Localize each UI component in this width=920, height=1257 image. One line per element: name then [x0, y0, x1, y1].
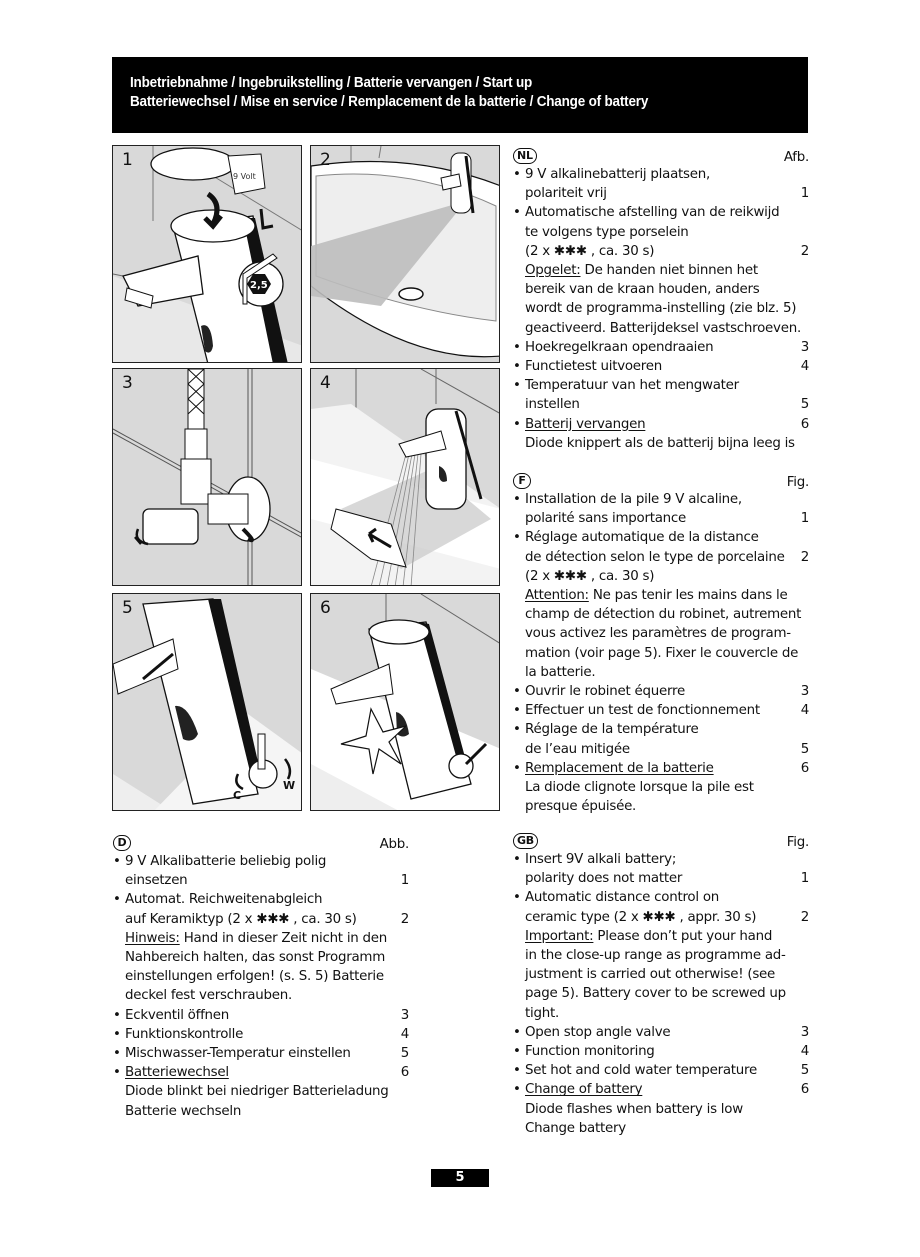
- figure-reference: 5: [800, 1063, 809, 1079]
- line-text: wordt de programma-instelling (zie blz. 5): [525, 301, 797, 317]
- figure-number: 5: [122, 598, 133, 618]
- line-text: einstellungen erfolgen! (s. S. 5) Batterie: [125, 969, 384, 985]
- underlined-label: Remplacement de la batterie: [525, 760, 714, 776]
- instruction-line: [113, 1063, 409, 1082]
- language-badge-d: D: [113, 835, 131, 851]
- instruction-line: [513, 299, 809, 318]
- diode-flash-illustration: [311, 594, 500, 811]
- line-text: polarity does not matter: [525, 871, 683, 887]
- instruction-line: [113, 929, 409, 948]
- instruction-line: [513, 1061, 809, 1080]
- underlined-label: Attention:: [525, 588, 589, 604]
- page-number: 5: [431, 1169, 489, 1187]
- instruction-line: [113, 1102, 409, 1121]
- figure-number: 3: [122, 373, 133, 393]
- instruction-line: [113, 967, 409, 986]
- line-text: (2 x ✱✱✱ , ca. 30 s): [525, 243, 655, 259]
- line-text: la batterie.: [525, 664, 596, 680]
- instruction-line: [513, 797, 809, 816]
- header-title-line-2: Batteriewechsel / Mise en service / Remplacement de la batterie / Change of battery: [130, 94, 649, 110]
- instruction-line: [513, 869, 809, 888]
- figure-reference: 4: [800, 703, 809, 719]
- line-text: Diode blinkt bei niedriger Batterieladung: [125, 1084, 389, 1100]
- figure-column-label: Fig.: [786, 835, 809, 850]
- line-text: Functietest uitvoeren: [525, 359, 662, 375]
- figure-reference: 6: [400, 1065, 409, 1081]
- instruction-line: [513, 242, 809, 261]
- instruction-list: [513, 490, 809, 816]
- instruction-line: [513, 165, 809, 184]
- instruction-line: [513, 261, 809, 280]
- figure-reference: 3: [800, 1024, 809, 1040]
- instruction-line: [513, 965, 809, 984]
- line-text: Installation de la pile 9 V alcaline,: [525, 492, 742, 507]
- underlined-label: Change of battery: [525, 1082, 643, 1098]
- line-text: Automat. Reichweitenabgleich: [125, 892, 323, 908]
- instruction-line: [513, 528, 809, 547]
- instruction-list: [513, 165, 809, 453]
- line-text: Function monitoring: [525, 1044, 655, 1060]
- instruction-line: [513, 434, 809, 453]
- line-text: Diode knippert als de batterij bijna leeg is: [525, 435, 795, 451]
- line-text: Open stop angle valve: [525, 1024, 671, 1040]
- line-text: page 5). Battery cover to be screwed up: [525, 986, 786, 1002]
- line-text: vous activez les paramètres de program-: [525, 626, 791, 642]
- section-header: [513, 146, 809, 165]
- line-text: polariteit vrij: [525, 186, 607, 202]
- line-text: 9 V alkalinebatterij plaatsen,: [525, 167, 710, 182]
- line-text: einsetzen: [125, 873, 188, 889]
- line-text: Diode flashes when battery is low: [525, 1101, 743, 1117]
- instruction-line: [513, 946, 809, 965]
- instruction-line: [113, 1044, 409, 1063]
- instruction-line: [513, 644, 809, 663]
- figure-reference: 5: [800, 397, 809, 413]
- line-text: Ouvrir le robinet équerre: [525, 684, 685, 700]
- header-title-line-1: Inbetriebnahme / Ingebruikstelling / Batterie vervangen / Start up: [130, 75, 533, 91]
- line-text: Mischwasser-Temperatur einstellen: [125, 1046, 351, 1062]
- instruction-line: [513, 624, 809, 643]
- line-text: Eckventil öffnen: [125, 1007, 230, 1023]
- line-text: La diode clignote lorsque la pile est: [525, 780, 754, 796]
- line-text: De handen niet binnen het: [580, 263, 758, 279]
- instruction-line: [513, 184, 809, 203]
- instruction-line: [513, 415, 809, 434]
- line-text: deckel fest verschrauben.: [125, 988, 292, 1004]
- instruction-line: [513, 1042, 809, 1061]
- line-text: Funktionskontrolle: [125, 1026, 244, 1042]
- figure-reference: 3: [800, 339, 809, 355]
- line-text: de détection selon le type de porcelaine: [525, 549, 785, 565]
- instruction-line: [513, 203, 809, 222]
- instruction-line: [513, 605, 809, 624]
- figure-6: [310, 593, 500, 811]
- line-text: ceramic type (2 x ✱✱✱ , appr. 30 s): [525, 909, 757, 925]
- instruction-line: [513, 701, 809, 720]
- instruction-line: [513, 740, 809, 759]
- line-text: Insert 9V alkali battery;: [525, 852, 677, 867]
- line-text: de l’eau mitigée: [525, 741, 630, 757]
- instruction-line: [113, 986, 409, 1005]
- figure-column-label: Abb.: [379, 837, 409, 852]
- figure-reference: 2: [800, 243, 809, 259]
- language-badge-nl: NL: [513, 148, 537, 164]
- line-text: Set hot and cold water temperature: [525, 1063, 757, 1079]
- figure-reference: 1: [800, 511, 809, 527]
- instruction-line: [513, 338, 809, 357]
- battery-insert-illustration: [113, 146, 302, 363]
- underlined-label: Hinweis:: [125, 930, 180, 946]
- figure-reference: 3: [800, 684, 809, 700]
- hex-key-size-label: 2,5: [250, 280, 268, 291]
- figure-reference: 2: [800, 549, 809, 565]
- figure-reference: 4: [400, 1026, 409, 1042]
- angle-valve-illustration: [113, 369, 302, 586]
- figure-reference: 6: [800, 760, 809, 776]
- instruction-line: [113, 1082, 409, 1101]
- instruction-line: [513, 567, 809, 586]
- line-text: Hand in dieser Zeit nicht in den: [179, 930, 388, 946]
- line-text: champ de détection du robinet, autrement: [525, 607, 802, 623]
- line-text: Batterie wechseln: [125, 1103, 242, 1119]
- figure-reference: 5: [400, 1046, 409, 1062]
- figure-reference: 1: [400, 873, 409, 889]
- line-text: Réglage de la température: [525, 722, 699, 738]
- function-test-illustration: [311, 369, 500, 586]
- instruction-line: [513, 490, 809, 509]
- instruction-line: [513, 682, 809, 701]
- instruction-line: [513, 223, 809, 242]
- figure-reference: 6: [800, 416, 809, 432]
- instruction-line: [513, 1023, 809, 1042]
- figure-reference: 2: [800, 909, 809, 925]
- line-text: presque épuisée.: [525, 799, 637, 815]
- instruction-line: [513, 927, 809, 946]
- section-german: [113, 833, 409, 1121]
- line-text: tight.: [525, 1005, 559, 1021]
- figure-reference: 6: [800, 1082, 809, 1098]
- instruction-line: [513, 548, 809, 567]
- line-text: bereik van de kraan houden, anders: [525, 282, 760, 298]
- instruction-line: [513, 509, 809, 528]
- line-text: geactiveerd. Batterijdeksel vastschroeven.: [525, 320, 801, 336]
- line-text: mation (voir page 5). Fixer le couvercle de: [525, 645, 799, 661]
- figure-reference: 4: [800, 359, 809, 375]
- instruction-line: [513, 586, 809, 605]
- figure-number: 4: [320, 373, 331, 393]
- underlined-label: Opgelet:: [525, 263, 581, 279]
- instruction-line: [513, 395, 809, 414]
- line-text: Please don’t put your hand: [593, 928, 773, 944]
- line-text: polarité sans importance: [525, 511, 686, 527]
- line-text: Effectuer un test de fonctionnement: [525, 703, 760, 719]
- instruction-list: [113, 852, 409, 1121]
- line-text: instellen: [525, 397, 580, 413]
- instruction-line: [513, 759, 809, 778]
- instruction-line: [113, 852, 409, 871]
- figure-number: 1: [122, 150, 133, 170]
- line-text: 9 V Alkalibatterie beliebig polig: [125, 854, 327, 869]
- instruction-line: [513, 888, 809, 907]
- instruction-line: [513, 984, 809, 1003]
- figure-2: [310, 145, 500, 363]
- instruction-line: [113, 890, 409, 909]
- instruction-line: [513, 720, 809, 739]
- instruction-line: [113, 910, 409, 929]
- figure-reference: 3: [400, 1007, 409, 1023]
- instruction-line: [113, 1025, 409, 1044]
- instruction-line: [513, 280, 809, 299]
- instruction-line: [113, 948, 409, 967]
- line-text: Ne pas tenir les mains dans le: [588, 588, 788, 604]
- figure-reference: 4: [800, 1044, 809, 1060]
- temperature-adjust-illustration: [113, 594, 302, 811]
- figure-reference: 1: [800, 186, 809, 202]
- figure-reference: 2: [400, 911, 409, 927]
- figure-column-label: Fig.: [786, 475, 809, 490]
- figure-number: 6: [320, 598, 331, 618]
- line-text: Automatic distance control on: [525, 890, 720, 906]
- section-header: [113, 833, 409, 852]
- instruction-line: [513, 357, 809, 376]
- figure-1: [112, 145, 302, 363]
- cold-label: C: [233, 789, 242, 802]
- language-badge-gb: GB: [513, 833, 538, 849]
- language-badge-f: F: [513, 473, 531, 489]
- instruction-line: [113, 1006, 409, 1025]
- line-text: auf Keramiktyp (2 x ✱✱✱ , ca. 30 s): [125, 911, 357, 927]
- figure-4: [310, 368, 500, 586]
- instruction-line: [513, 908, 809, 927]
- figure-column-label: Afb.: [783, 150, 809, 165]
- section-header: [513, 471, 809, 490]
- figure-reference: 1: [800, 871, 809, 887]
- instruction-line: [513, 778, 809, 797]
- volt-label: 9 Volt: [233, 172, 256, 181]
- instruction-line: [513, 1100, 809, 1119]
- section-header: [513, 831, 809, 850]
- instruction-line: [513, 1119, 809, 1138]
- underlined-label: Batterij vervangen: [525, 416, 646, 432]
- line-text: Hoekregelkraan opendraaien: [525, 339, 714, 355]
- washbasin-sensor-illustration: [311, 146, 500, 363]
- figure-number: 2: [320, 150, 331, 170]
- instruction-line: [513, 663, 809, 682]
- line-text: justment is carried out otherwise! (see: [525, 967, 776, 983]
- instruction-line: [513, 319, 809, 338]
- line-text: Automatische afstelling van de reikwijd: [525, 205, 780, 221]
- page-header-banner: [112, 57, 808, 133]
- instruction-line: [513, 1004, 809, 1023]
- instruction-line: [513, 376, 809, 395]
- instruction-line: [113, 871, 409, 890]
- underlined-label: Important:: [525, 928, 594, 944]
- line-text: (2 x ✱✱✱ , ca. 30 s): [525, 568, 655, 584]
- figure-5: [112, 593, 302, 811]
- line-text: te volgens type porselein: [525, 224, 689, 240]
- instruction-line: [513, 850, 809, 869]
- underlined-label: Batteriewechsel: [125, 1065, 229, 1081]
- figure-3: [112, 368, 302, 586]
- warm-label: W: [283, 779, 296, 792]
- line-text: in the close-up range as programme ad-: [525, 948, 786, 964]
- section-french: [513, 471, 809, 816]
- line-text: Nahbereich halten, das sonst Programm: [125, 950, 385, 966]
- instruction-line: [513, 1080, 809, 1099]
- section-dutch: [513, 146, 809, 453]
- section-english: [513, 831, 809, 1138]
- line-text: Temperatuur van het mengwater: [525, 378, 739, 394]
- instruction-list: [513, 850, 809, 1138]
- line-text: Change battery: [525, 1120, 626, 1136]
- line-text: Réglage automatique de la distance: [525, 530, 759, 546]
- figure-reference: 5: [800, 741, 809, 757]
